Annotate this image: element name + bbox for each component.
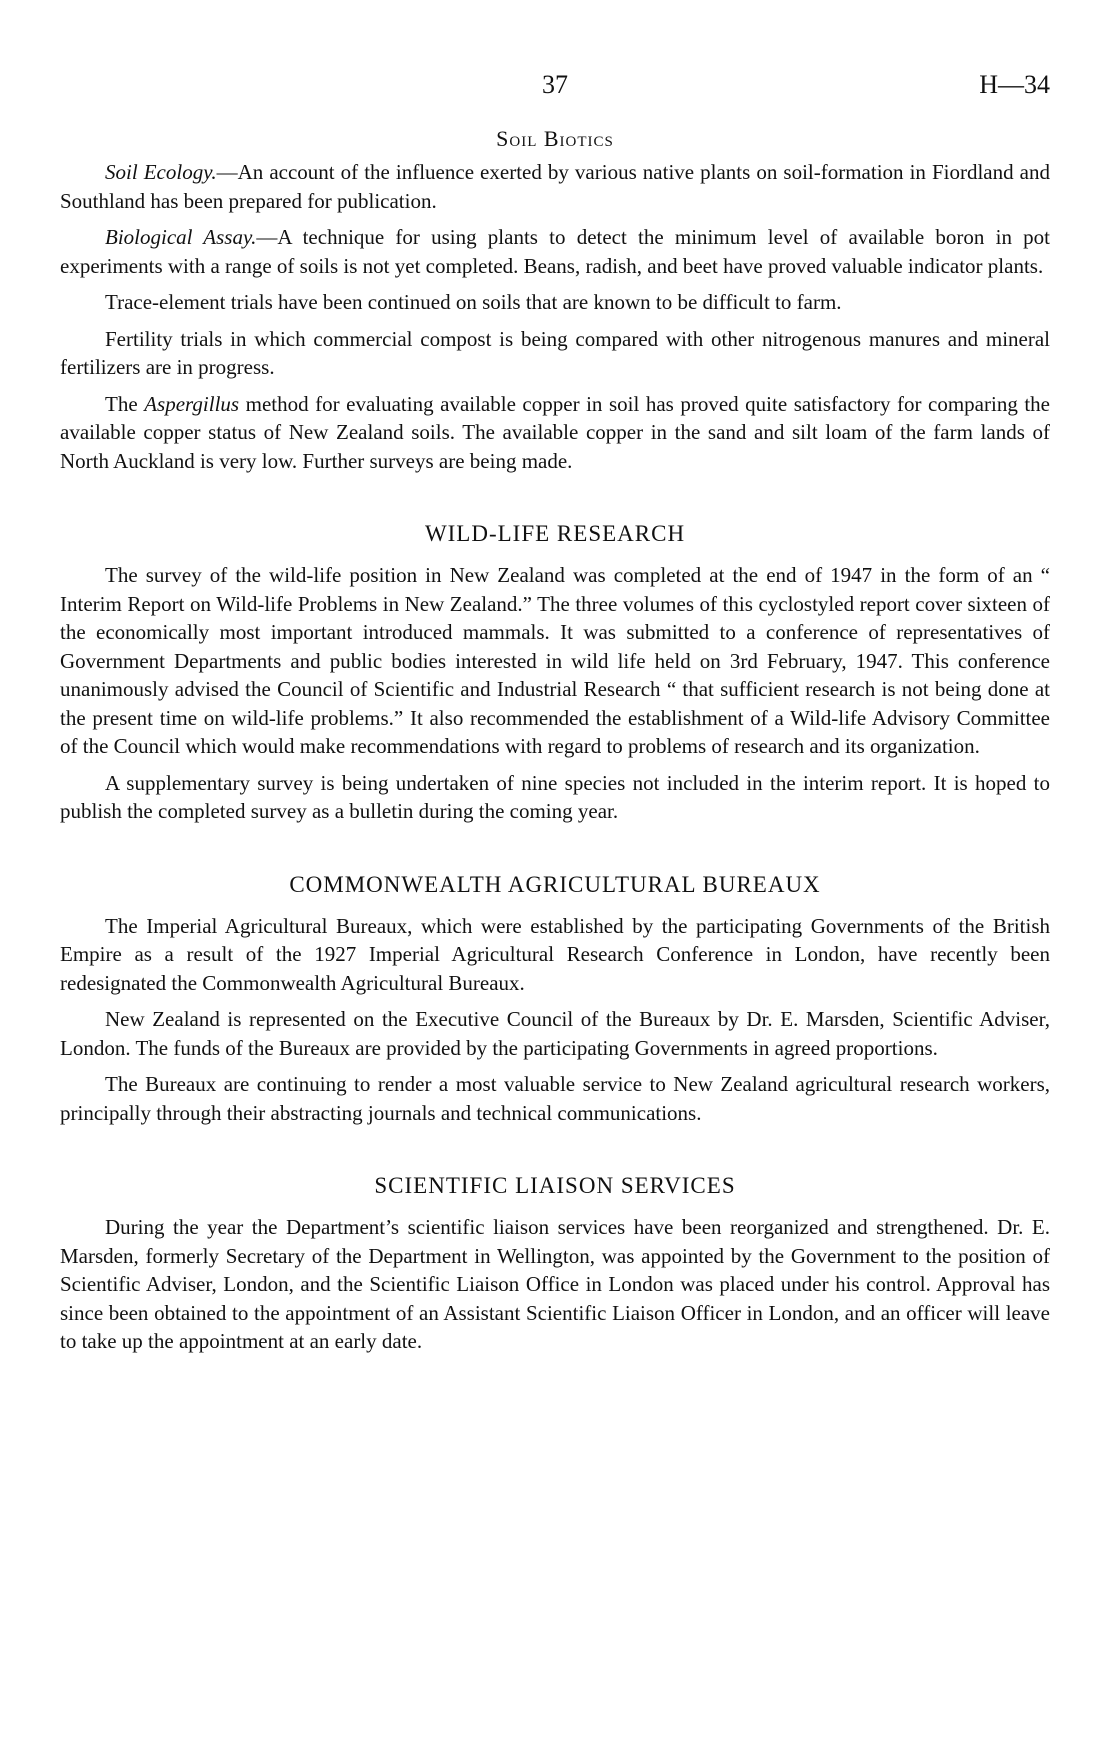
commonwealth-paragraph-1: The Imperial Agricultural Bureaux, which were established by the participating Governments of the British Empire as a result of the 1927 Imperial Agricultural Research Conference in London, have recently been redesignated the Commonwealth Agricultural Bureaux. <box>60 913 1050 995</box>
soil-ecology-text: —An account of the influence exerted by various native plants on soil-formation in Fiordland and Southland has been prepared for publication. <box>60 160 1050 213</box>
aspergillus-term: Aspergillus <box>144 391 240 416</box>
biological-assay-paragraph <box>60 223 1050 280</box>
trace-element-paragraph: Trace-element trials have been continued on soils that are known to be difficult to farm. <box>105 290 842 314</box>
liaison-paragraph-1: During the year the Department’s scientific liaison services have been reorganized and strengthened. Dr. E. Marsden, formerly Secretary of the Department in Wellington, was appointed by the Government to the position of Scientific Adviser, London, and the Scientific Liaison Office in London was placed under his control. Approval has since been obtained to the appointment of an Assistant Scientific Liaison Officer in London, and an officer will leave to take up the appointment at an early date. <box>60 1215 1050 1353</box>
aspergillus-paragraph <box>60 390 1050 476</box>
page-header <box>60 70 1050 110</box>
soil-ecology-run-in: Soil Ecology. <box>105 160 217 184</box>
commonwealth-bureaux-heading: COMMONWEALTH AGRICULTURAL BUREAUX <box>289 871 821 897</box>
soil-biotics-heading: Soil Biotics <box>496 126 614 151</box>
liaison-services-heading: SCIENTIFIC LIAISON SERVICES <box>374 1173 736 1198</box>
page-number: 37 <box>542 70 568 99</box>
commonwealth-paragraph-2: New Zealand is represented on the Executive Council of the Bureaux by Dr. E. Marsden, Scientific Adviser, London. The funds of the Bureaux are provided by the participating Governments in agreed proportions. <box>60 1007 1050 1060</box>
commonwealth-paragraph-3: The Bureaux are continuing to render a most valuable service to New Zealand agricultural research workers, principally through their abstracting journals and technical communications. <box>60 1072 1050 1125</box>
aspergillus-lead: The <box>105 391 145 416</box>
soil-ecology-paragraph <box>60 158 1050 215</box>
document-reference: H—34 <box>979 70 1050 99</box>
biological-assay-run-in: Biological Assay. <box>105 225 257 249</box>
biological-assay-text: —A technique for using plants to detect the minimum level of available boron in pot experiments with a range of soils is not yet completed. Beans, radish, and beet have proved valuable indicator plants. <box>60 225 1050 278</box>
document-page <box>60 70 1050 1364</box>
aspergillus-text: method for evaluating available copper in soil has proved quite satisfactory for comparing the available copper status of New Zealand soils. The available copper in the sand and silt loam of the farm lands of North Auckland is very low. Further surveys are being made. <box>60 391 1051 473</box>
wildlife-paragraph-1: The survey of the wild-life position in New Zealand was completed at the end of 1947 in the form of an “ Interim Report on Wild-life Problems in New Zealand.” The three volumes of this cyclostyled report cover sixteen of the economically most important introduced mammals. It was submitted to a conference of representatives of Government Departments and public bodies interested in wild life held on 3rd February, 1947. This conference unanimously advised the Council of Scientific and Industrial Research “ that sufficient research is not being done at the present time on wild-life problems.” It also recommended the establishment of a Wild-life Advisory Committee of the Council which would make recommendations with regard to problems of research and its organization. <box>60 563 1050 758</box>
wildlife-paragraph-2: A supplementary survey is being undertaken of nine species not included in the interim report. It is hoped to publish the completed survey as a bulletin during the coming year. <box>60 770 1050 823</box>
wildlife-research-heading: WILD-LIFE RESEARCH <box>424 521 686 546</box>
fertility-trials-paragraph: Fertility trials in which commercial compost is being compared with other nitrogenous manures and mineral fertilizers are in progress. <box>60 326 1050 379</box>
